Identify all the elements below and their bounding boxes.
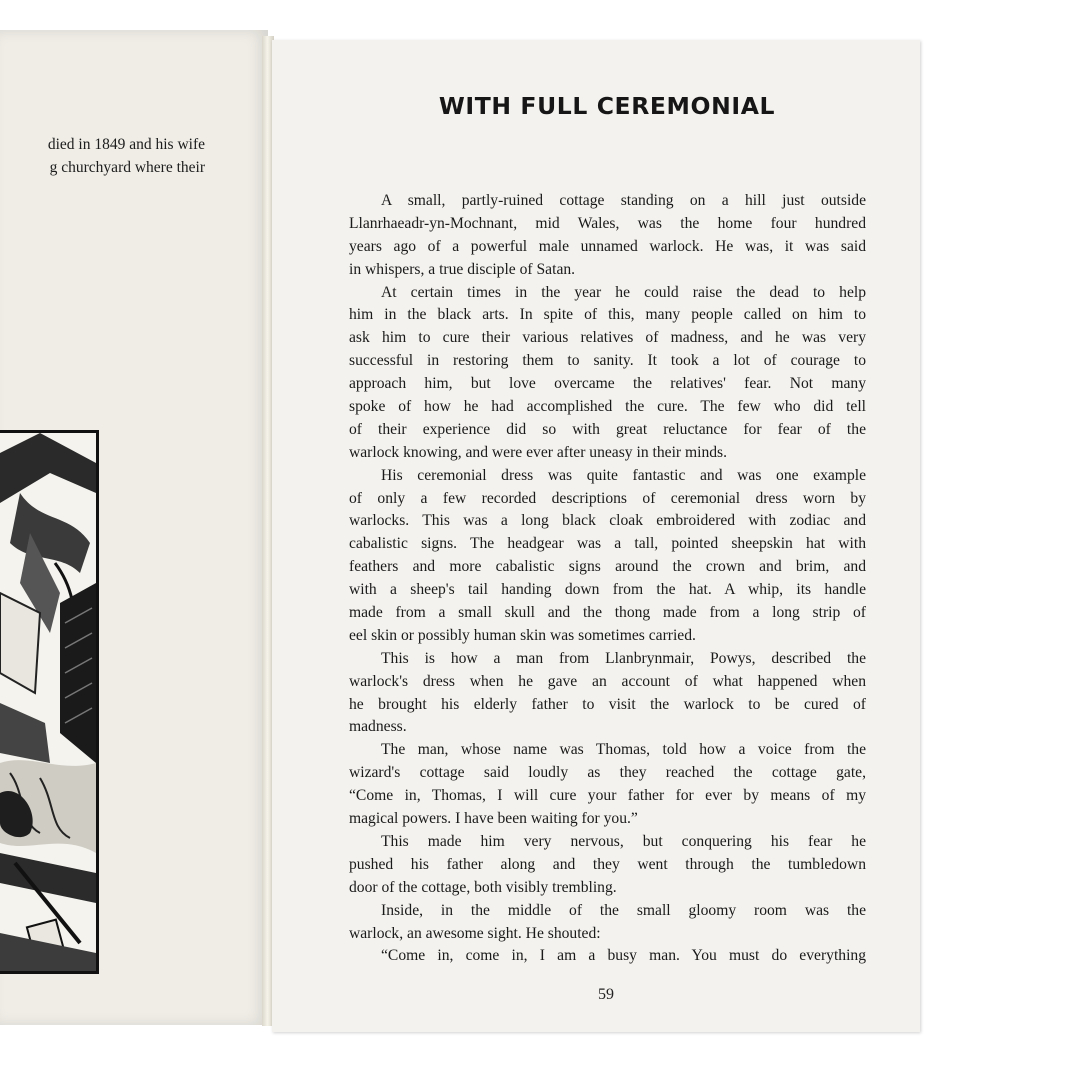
body-text-line: At certain times in the year he could raise the dead to help: [381, 283, 866, 301]
body-text-line: door of the cottage, both visibly trembling.: [349, 878, 617, 896]
body-text-line: Inside, in the middle of the small gloomy room was the: [381, 901, 866, 919]
body-text-line: of only a few recorded descriptions of ceremonial dress worn by: [349, 489, 866, 507]
illustration-art: [0, 433, 96, 971]
body-text-line: ask him to cure their various relatives of madness, and he was very: [349, 329, 866, 347]
body-text-line: madness.: [349, 718, 407, 736]
body-text-line: with a sheep's tail handing down from the hat. A whip, its handle: [349, 581, 866, 599]
body-text-line: him in the black arts. In spite of this, many people called on him to: [349, 306, 866, 324]
left-text-line: g churchyard where their: [49, 159, 205, 176]
body-text-line: magical powers. I have been waiting for you.”: [349, 810, 638, 828]
body-text-line: spoke of how he had accomplished the cure. The few who did tell: [349, 398, 866, 416]
body-text-line: This made him very nervous, but conquering his fear he: [381, 832, 866, 850]
chapter-title: WITH FULL CEREMONIAL: [438, 92, 776, 120]
left-text-line: died in 1849 and his wife: [47, 136, 205, 153]
body-text-line: feathers and more cabalistic signs around the crown and brim, and: [349, 558, 866, 576]
body-text: [349, 190, 866, 968]
body-text-line: cabalistic signs. The headgear was a tall, pointed sheepskin hat with: [349, 535, 866, 553]
left-page: [0, 30, 268, 1025]
body-text-line: “Come in, come in, I am a busy man. You must do everything: [381, 947, 866, 965]
body-text-line: This is how a man from Llanbrynmair, Powys, described the: [381, 649, 866, 667]
body-text-line: wizard's cottage said loudly as they reached the cottage gate,: [349, 764, 866, 782]
body-text-line: A small, partly-ruined cottage standing on a hill just outside: [381, 192, 866, 209]
body-text-line: His ceremonial dress was quite fantastic and was one example: [381, 466, 866, 484]
body-text-line: warlock knowing, and were ever after uneasy in their minds.: [349, 443, 728, 461]
body-text-line: “Come in, Thomas, I will cure your father for ever by means of my: [349, 787, 866, 805]
woodcut-illustration: [0, 430, 99, 974]
page-number: 59: [598, 986, 614, 1003]
body-text-line: made from a small skull and the thong made from a long strip of: [349, 604, 866, 622]
body-text-line: years ago of a powerful male unnamed warlock. He was, it was said: [349, 237, 866, 255]
body-text-line: warlock, an awesome sight. He shouted:: [349, 924, 601, 942]
body-text-line: approach him, but love overcame the relatives' fear. Not many: [349, 375, 866, 393]
body-text-line: of their experience did so with great reluctance for fear of the: [349, 420, 866, 438]
left-page-text: [0, 133, 205, 179]
body-text-line: warlocks. This was a long black cloak embroidered with zodiac and: [349, 512, 866, 530]
body-text-line: Llanrhaeadr-yn-Mochnant, mid Wales, was the home four hundred: [349, 214, 866, 232]
right-page: [272, 40, 920, 1032]
body-text-line: successful in restoring them to sanity. It took a lot of courage to: [349, 352, 866, 370]
body-text-line: pushed his father along and they went through the tumbledown: [349, 855, 866, 873]
body-text-line: eel skin or possibly human skin was sometimes carried.: [349, 626, 696, 644]
body-text-line: warlock's dress when he gave an account of what happened when: [349, 672, 866, 690]
body-text-line: he brought his elderly father to visit the warlock to be cured of: [349, 695, 866, 713]
body-text-line: in whispers, a true disciple of Satan.: [349, 260, 576, 278]
body-text-line: The man, whose name was Thomas, told how a voice from the: [381, 741, 866, 759]
